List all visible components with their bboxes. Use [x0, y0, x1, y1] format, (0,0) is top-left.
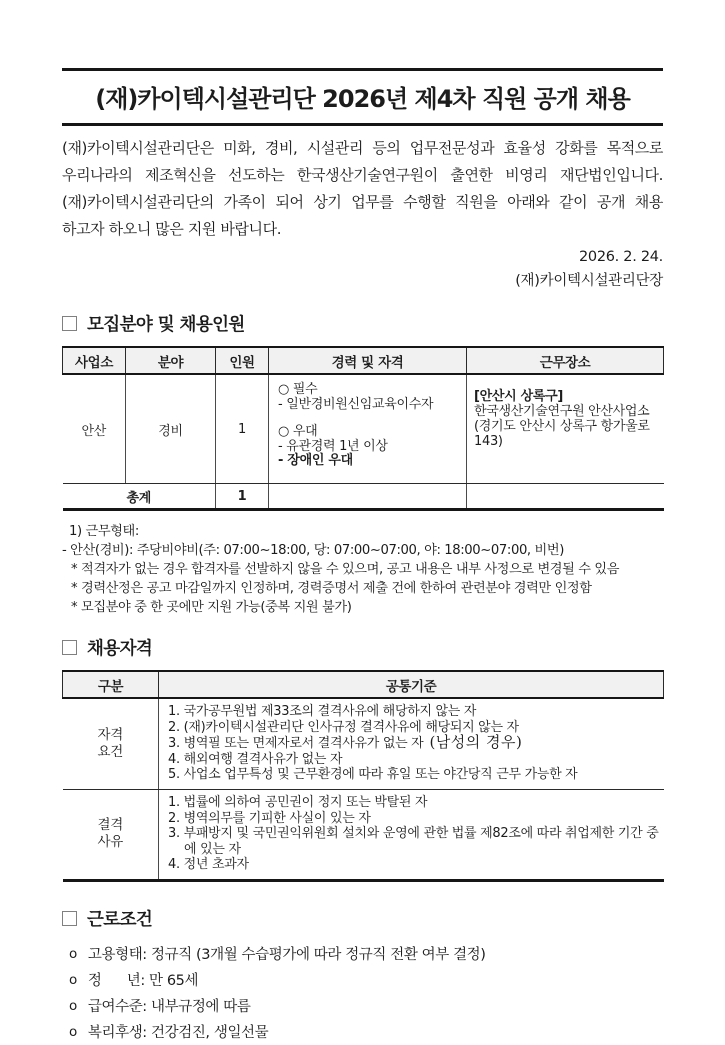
- cell-category: [63, 698, 159, 789]
- col-header-site: 사업소: [63, 347, 126, 374]
- intro-line: (재)카이텍시설관리단의 가족이 되어 상기 업무를 수행할 직원을 아래와 같이 공개 채용: [62, 193, 663, 211]
- condition-text: 고용형태: 정규직 (3개월 수습평가에 따라 정규직 전환 여부 결정): [87, 947, 486, 964]
- cell-category: [63, 789, 159, 880]
- col-header-qualification: 경력 및 자격: [269, 347, 467, 374]
- circle-bullet-icon: o: [69, 945, 77, 962]
- criteria-item-with-note: [168, 735, 660, 752]
- preferred-item: - 유관경력 1년 이상: [278, 438, 388, 454]
- qualification-table-header-row: [63, 671, 664, 698]
- note-line: * 모집분야 중 한 곳에만 지원 가능(중복 지원 불가): [71, 600, 352, 615]
- section-heading-qualification: [62, 636, 663, 658]
- col-header-field: 분야: [126, 347, 216, 374]
- col-header-count: 인원: [216, 347, 269, 374]
- section-heading-label: 모집분야 및 채용인원: [87, 314, 245, 335]
- location-line: (경기도 안산시 상록구 항가울로 143): [474, 419, 650, 449]
- preferred-item-bold: - 장애인 우대: [278, 453, 353, 468]
- cell-qualification: [269, 374, 467, 484]
- recruit-table-total-row: [63, 484, 664, 510]
- condition-text: 정 년: 만 65세: [87, 973, 199, 990]
- total-count: 1: [216, 484, 269, 510]
- total-label: 총계: [63, 484, 216, 510]
- announcement-date: 2026. 2. 24.: [578, 249, 663, 265]
- cell-criteria: [159, 698, 664, 789]
- empty-cell: [467, 484, 664, 510]
- handwritten-annotation: (남성의 경우): [429, 733, 523, 752]
- recruit-table: [62, 346, 664, 511]
- recruit-notes: [62, 522, 663, 617]
- cell-field: 경비: [126, 374, 216, 484]
- cell-site: 안산: [63, 374, 126, 484]
- section-heading-label: 근로조건: [87, 910, 153, 931]
- col-header-location: 근무장소: [467, 347, 664, 374]
- criteria-item: 2. (재)카이텍시설관리단 인사규정 결격사유에 해당되지 않는 자: [168, 719, 519, 735]
- work-conditions-list: [62, 941, 663, 1045]
- location-title: [안산시 상록구]: [474, 389, 564, 404]
- square-bullet-icon: [62, 316, 77, 331]
- circle-bullet-icon: o: [69, 997, 77, 1014]
- condition-item: [69, 993, 663, 1019]
- required-item: - 일반경비원신임교육이수자: [278, 396, 434, 412]
- intro-line: 우리나라의 제조혁신을 선도하는 한국생산기술연구원이 출연한 비영리 재단법인입니다.: [62, 166, 663, 184]
- square-bullet-icon: [62, 911, 77, 926]
- condition-item: [69, 1019, 663, 1045]
- intro-line: (재)카이텍시설관리단은 미화, 경비, 시설관리 등의 업무전문성과 효율성 강화를 목적으로: [62, 139, 663, 157]
- criteria-item: 5. 사업소 업무특성 및 근무환경에 따라 휴일 또는 야간당직 근무 가능한 자: [168, 767, 578, 783]
- criteria-item: 2. 병역의무를 기피한 사실이 있는 자: [168, 810, 371, 826]
- note-line: 1) 근무형태:: [69, 524, 139, 539]
- recruit-table-row: [63, 374, 664, 484]
- circle-bullet-icon: o: [69, 1023, 77, 1040]
- category-line: 자격: [97, 726, 123, 743]
- required-label: ○ 필수: [278, 382, 318, 397]
- note-line: * 적격자가 없는 경우 합격자를 선발하지 않을 수 있으며, 공고 내용은 내부 사정으로 변경될 수 있음: [71, 562, 620, 577]
- cell-criteria: [159, 789, 664, 880]
- section-heading-recruit: [62, 312, 663, 334]
- empty-cell: [269, 484, 467, 510]
- category-line: 결격: [97, 817, 123, 834]
- circle-bullet-icon: o: [69, 971, 77, 988]
- condition-item: [69, 941, 663, 967]
- location-line: 한국생산기술연구원 안산사업소: [474, 404, 650, 419]
- cell-location: [467, 374, 664, 484]
- square-bullet-icon: [62, 640, 77, 655]
- intro-paragraph: [62, 135, 663, 243]
- document-content: [62, 0, 663, 1045]
- cell-count: 1: [216, 374, 269, 484]
- criteria-item: 3. 부패방지 및 국민권익위원회 설치와 운영에 관한 법률 제82조에 따라 취업제한 기간 중에 있는 자: [168, 826, 659, 857]
- criteria-item-text: 3. 병역필 또는 면제자로서 결격사유가 없는 자: [168, 736, 424, 752]
- intro-line: 하고자 하오니 많은 지원 바랍니다.: [62, 220, 282, 238]
- col-header-criteria: 공통기준: [159, 671, 664, 698]
- criteria-item: 4. 해외여행 결격사유가 없는 자: [168, 751, 343, 767]
- preferred-label: ○ 우대: [278, 424, 318, 439]
- note-line: * 경력산정은 공고 마감일까지 인정하며, 경력증명서 제출 건에 한하여 관련분야 경력만 인정함: [71, 581, 592, 596]
- recruit-table-header-row: [63, 347, 664, 374]
- criteria-item: 4. 정년 초과자: [168, 857, 249, 873]
- condition-item: [69, 967, 663, 993]
- category-line: 요건: [97, 743, 123, 760]
- qualification-row-requirements: [63, 698, 664, 789]
- criteria-item: 1. 법률에 의하여 공민권이 정지 또는 박탈된 자: [168, 794, 428, 810]
- category-line: 사유: [97, 834, 123, 851]
- document-title: (재)카이텍시설관리단 2026년 제4차 직원 공개 채용: [62, 68, 663, 126]
- qualification-row-disqualifications: [63, 789, 664, 880]
- section-heading-conditions: [62, 908, 663, 930]
- col-header-category: 구분: [63, 671, 159, 698]
- criteria-item: 1. 국가공무원법 제33조의 결격사유에 해당하지 않는 자: [168, 704, 477, 719]
- section-heading-label: 채용자격: [87, 638, 153, 659]
- announcement-signer: (재)카이텍시설관리단장: [515, 273, 663, 289]
- condition-text: 급여수준: 내부규정에 따름: [87, 999, 251, 1016]
- qualification-table: [62, 670, 664, 882]
- condition-text: 복리후생: 건강검진, 생일선물: [87, 1025, 269, 1042]
- note-line: - 안산(경비): 주당비야비(주: 07:00~18:00, 당: 07:00~07:00, 야: 18:00~07:00, 비번): [62, 543, 564, 558]
